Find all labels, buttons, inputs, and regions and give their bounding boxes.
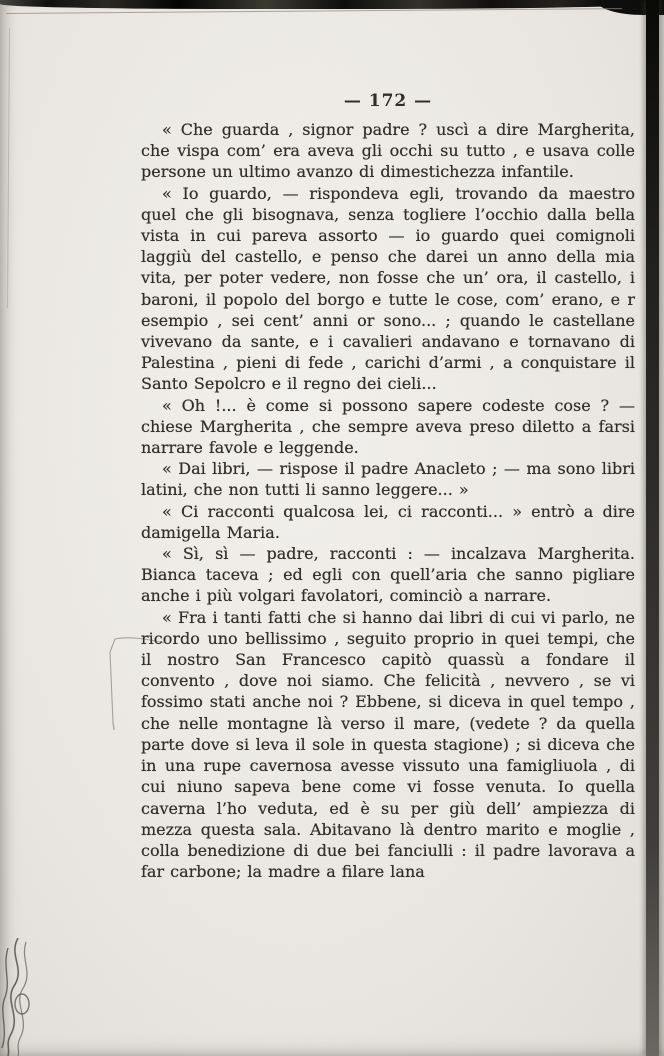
paragraph: « Oh !... è come si possono sapere codeste cose ? — chiese Margherita , che sempre aveva preso diletto a farsi narrare favole e leggende. — [141, 395, 635, 458]
scan-edge-right-gutter — [646, 0, 659, 1056]
scan-artifact-squiggles — [0, 938, 74, 1056]
scan-hairline-top — [6, 8, 622, 14]
scan-crease-left — [7, 28, 10, 308]
paragraph: « Ci racconti qualcosa lei, ci racconti... » entrò a dire damigella Maria. — [141, 501, 635, 542]
body-text — [141, 119, 635, 882]
paragraph: « Dai libri, — rispose il padre Anacleto ; — ma sono libri latini, che non tutti li sanno leggere... » — [141, 459, 635, 500]
paragraph: « Sì, sì — padre, racconti : — incalzava Margherita. Bianca taceva ; ed egli con quell’aria che sanno pigliare anche i più volgari favolatori, cominciò a narrare. — [141, 544, 635, 606]
paragraph: « Io guardo, — rispondeva egli, trovando da maestro quel che gli bisognava, senza togliere l’occhio dalla bella vista in cui pareva assorto — io guardo quei comignoli laggiù del castello, e penso che darei un anno della mia vita, per poter vedere, non fosse che un’ ora, il castello, i baroni, il popolo del borgo e tutte le cose, com’ erano, e r esempio , sei cent’ anni or sono... ; quando le castellane vivevano da sante, e i cavalieri andavano e tornavano di Palestina , pieni di fede , carichi d’armi , a conquistare il Santo Sepolcro e il regno dei cieli... — [141, 183, 635, 394]
page-number: — 172 — — [343, 91, 433, 111]
paragraph: « Che guarda , signor padre ? uscì a dire Margherita, che vispa com’ era aveva gli occhi su tutto , e usava colle persone un ultimo avanzo di dimestichezza infantile. — [141, 120, 635, 182]
paragraph: « Fra i tanti fatti che si hanno dai libri di cui vi parlo, ne ricordo uno bellissimo , seguito proprio in quei tempi, che il nostro San Francesco capitò quassù a fondare il convento , dove noi siamo. Che felicità , nevvero , se vi fossimo stati anche noi ? Ebbene, si diceva in quel tempo , che nelle montagne là verso il mare, (vedete ? da quella parte dove si leva il sole in questa stagione) ; si diceva che in una rupe cavernosa avesse vissuto una famigliuola , di cui niuno sapeva bene come vi fosse venuta. Io quella caverna l’ho veduta, ed è su per giù dell’ ampiezza di mezza questa sala. Abitavano là dentro marito e moglie , colla benedizione di due bei fanciulli : il padre lavorava a far carbone; la madre a filare lana — [141, 607, 635, 882]
